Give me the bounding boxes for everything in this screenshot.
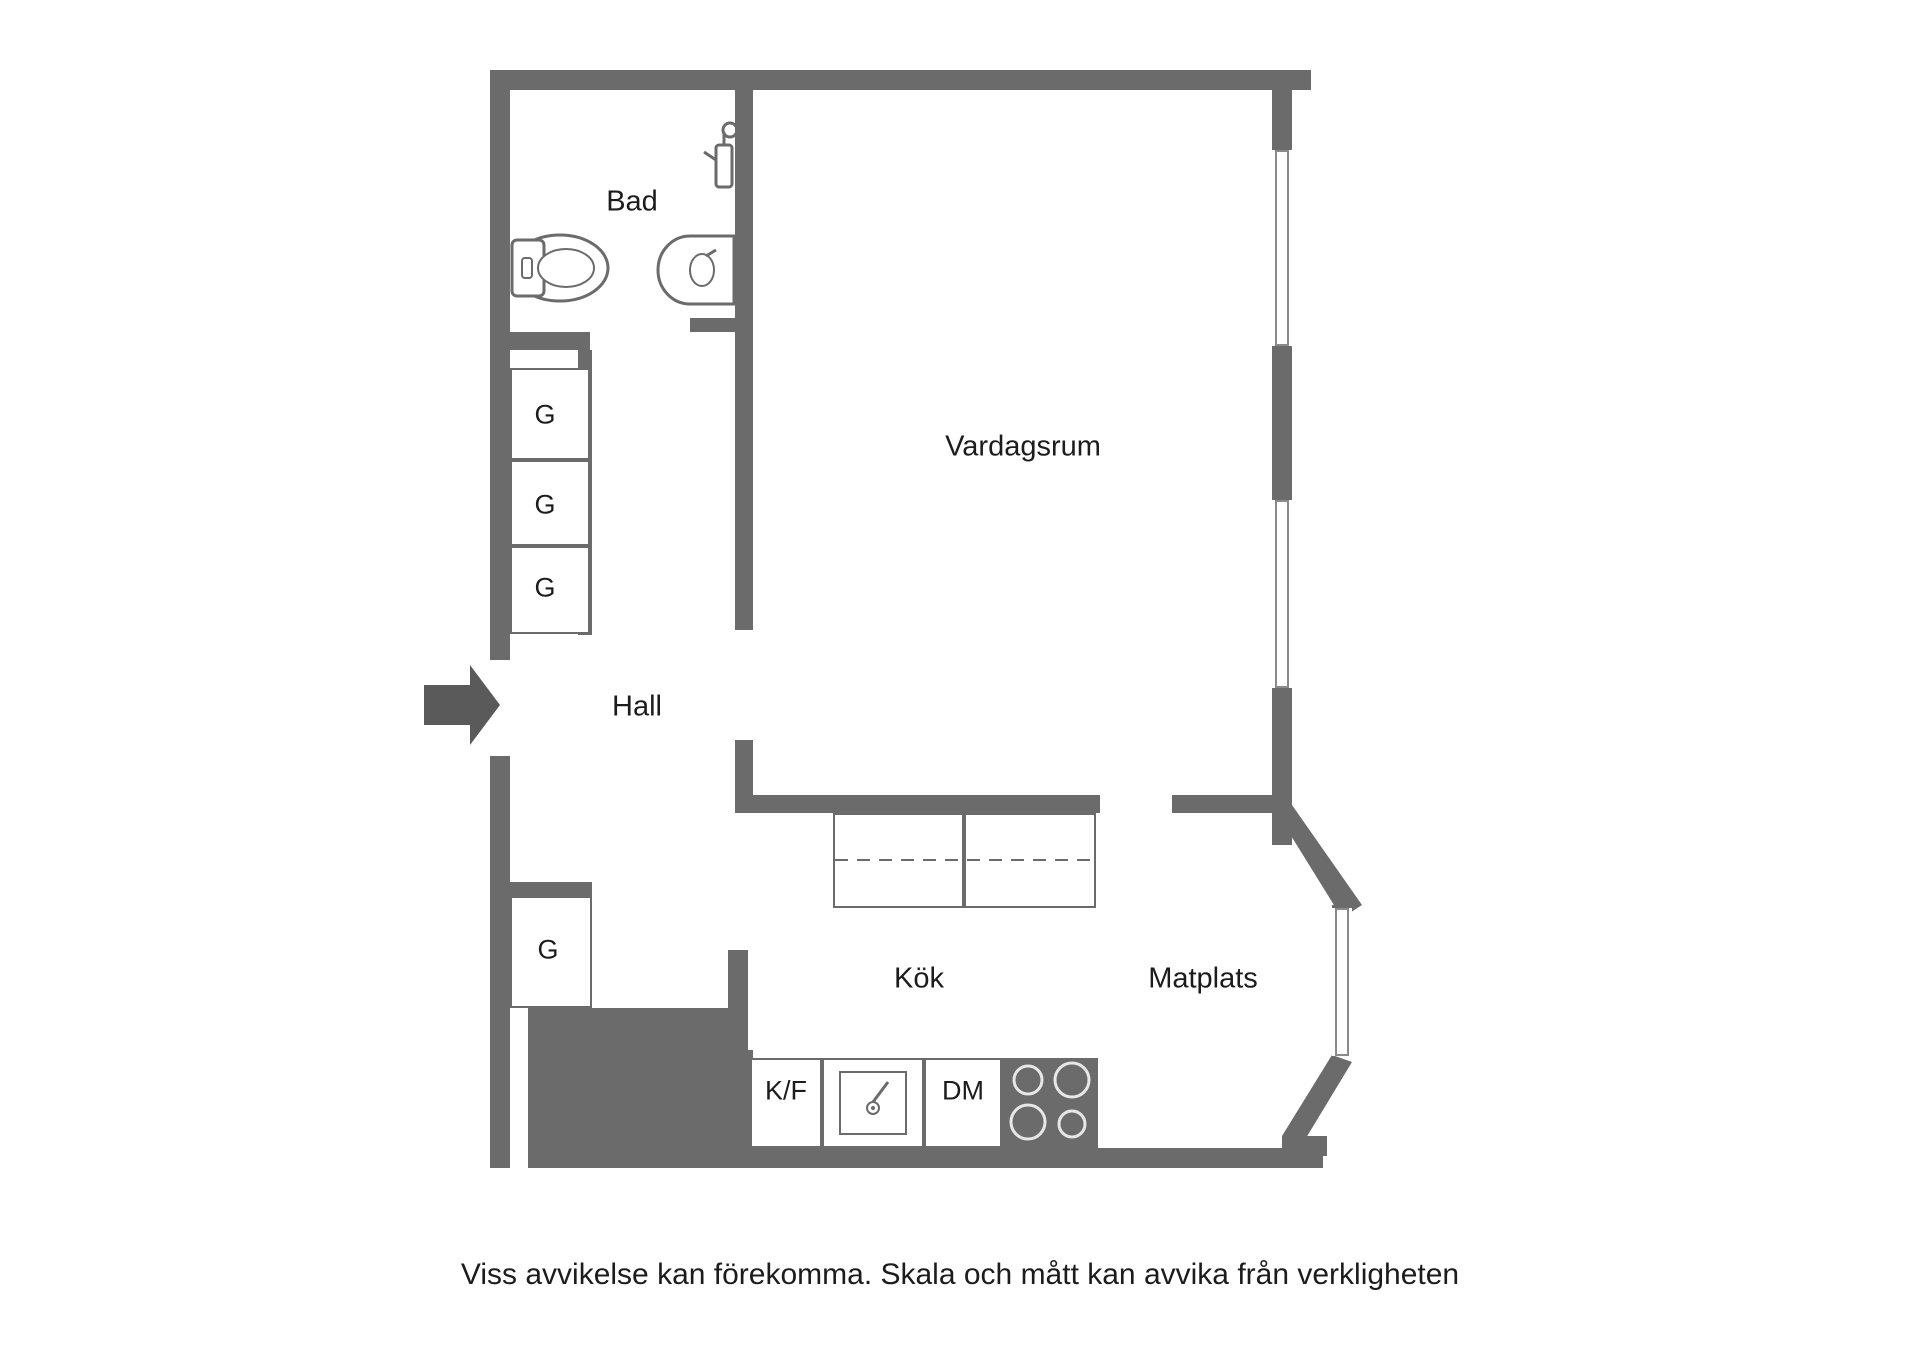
window-matplats: [1332, 908, 1352, 1056]
figure-caption: Viss avvikelse kan förekomma. Skala och mått kan avvika från verkligheten: [460, 1258, 1460, 1291]
wall-interior-vertical: [735, 70, 753, 340]
closet-label-2: G: [534, 489, 556, 520]
room-label-matplats: Matplats: [1148, 962, 1258, 995]
kitchen-upper-cabinet-right: [964, 813, 1096, 908]
room-label-vardagsrum: Vardagsrum: [945, 430, 1101, 463]
wall-bad-bottom: [510, 332, 590, 350]
appliance-label-dishwasher: DM: [942, 1075, 984, 1106]
wall-hall-kitchen: [735, 795, 1100, 813]
wall-interior-vertical-2: [735, 340, 753, 630]
room-label-kok: Kök: [894, 962, 944, 995]
kitchen-sink-box: [822, 1058, 924, 1148]
wall-left-upper: [490, 70, 510, 660]
window-vardagsrum-1: [1272, 150, 1292, 346]
wall-right-mid1: [1272, 345, 1292, 500]
room-label-bad: Bad: [606, 185, 658, 218]
kitchen-upper-cabinet-left: [833, 813, 964, 908]
wall-bad-nib: [690, 318, 738, 332]
wall-top: [490, 70, 1311, 90]
structure-fill-lower-left: [528, 1008, 738, 1168]
closet-label-4: G: [537, 934, 559, 965]
stove-box: [1002, 1058, 1098, 1148]
room-label-hall: Hall: [612, 690, 662, 723]
appliance-label-fridge-freezer: K/F: [764, 1075, 808, 1106]
wall-left-lower: [490, 756, 510, 1168]
closet-label-3: G: [534, 572, 556, 603]
wall-right-top: [1272, 70, 1292, 150]
window-vardagsrum-2: [1272, 500, 1292, 688]
wall-matplats-top: [1172, 795, 1292, 813]
closet-label-1: G: [534, 399, 556, 430]
wall-closet-lower-top: [510, 882, 592, 896]
